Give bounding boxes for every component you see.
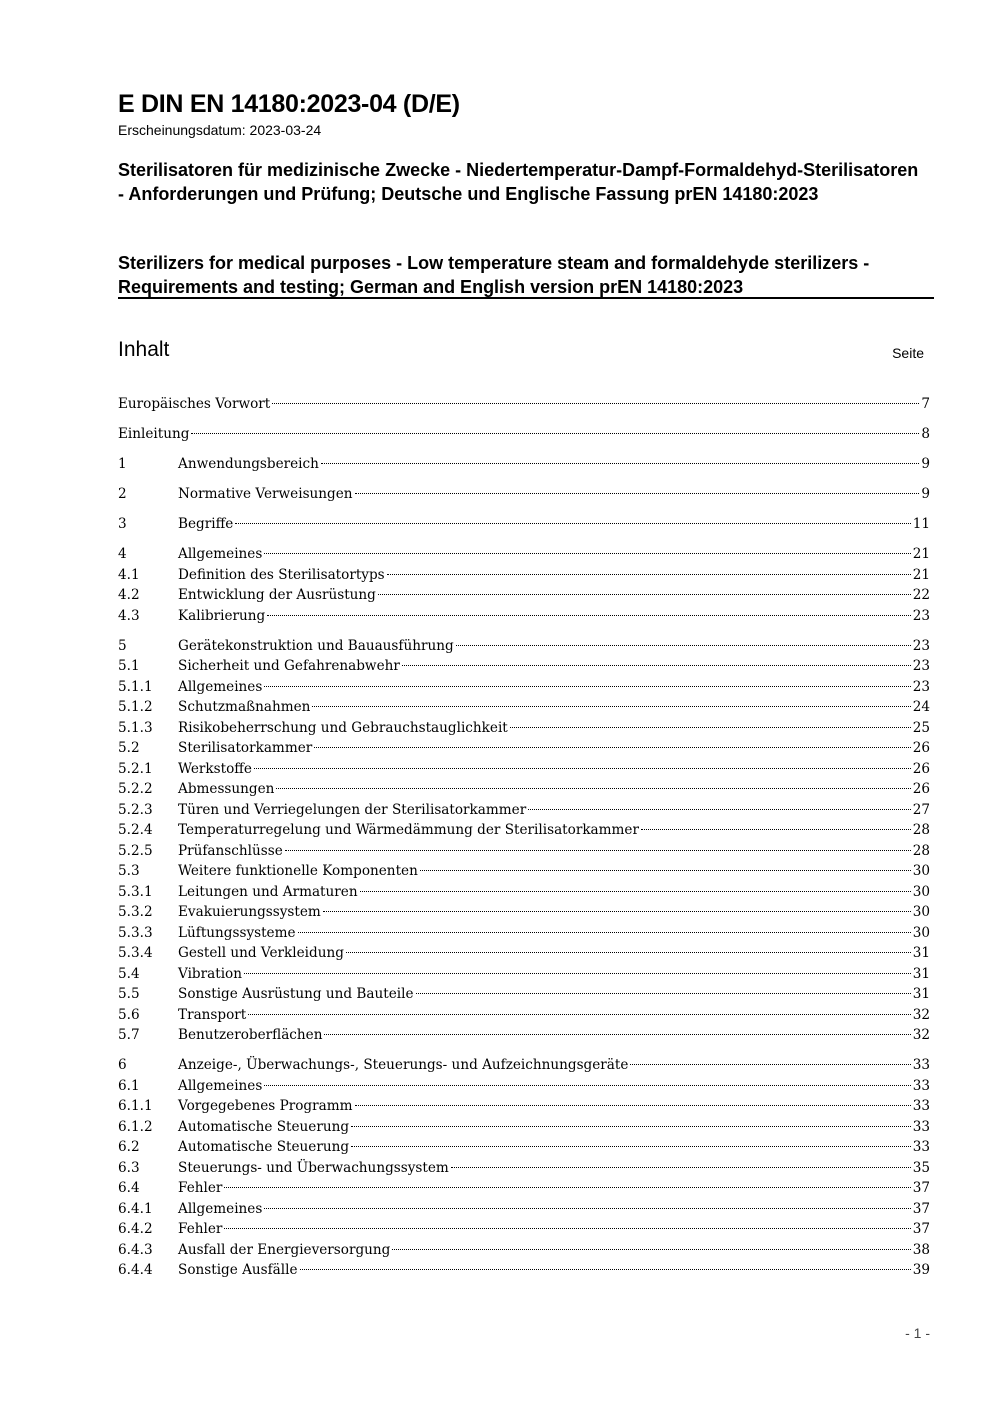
toc-entry-page: 21: [912, 546, 930, 562]
toc-entry-title: Anwendungsbereich: [178, 456, 319, 472]
toc-dot-leader: [528, 809, 910, 810]
toc-entry[interactable]: [118, 1117, 930, 1138]
toc-dot-leader: [392, 1249, 910, 1250]
toc-entry[interactable]: [118, 697, 930, 718]
toc-entry-number: 4.3: [118, 607, 140, 624]
toc-entry-title: Gerätekonstruktion und Bauausführung: [178, 637, 454, 654]
toc-entry-page: 31: [912, 965, 930, 982]
toc-entry-title: Abmessungen: [178, 781, 275, 797]
toc-entry-number: 6.1.2: [118, 1118, 153, 1135]
toc-entry-page: 38: [912, 1241, 930, 1258]
toc-entry-number: 6.2: [118, 1139, 140, 1155]
toc-entry-title: Begriffe: [178, 516, 234, 532]
toc-dot-leader: [355, 1105, 911, 1106]
toc-dot-leader: [267, 615, 910, 616]
toc-entry-title: Leitungen und Armaturen: [178, 883, 358, 900]
toc-dot-leader: [387, 574, 911, 575]
toc-entry-number: 6.4.3: [118, 1241, 153, 1258]
toc-entry-page: 33: [912, 1098, 930, 1114]
title-german: Sterilisatoren für medizinische Zwecke - Niedertemperatur-Dampf-Formaldehyd-Sterilisatoren - Anforderungen und Prüfung; Deutsche und Englische Fassung prEN 14180:2023: [118, 160, 919, 204]
table-of-contents: [118, 394, 930, 1281]
toc-entry-title: Schutzmaßnahmen: [178, 699, 311, 715]
toc-dot-leader: [264, 1208, 910, 1209]
toc-entry-page: 33: [912, 1057, 930, 1073]
toc-entry-page: 23: [912, 678, 930, 695]
toc-entry-title: Gestell und Verkleidung: [178, 945, 344, 961]
toc-entry-number: 5.6: [118, 1006, 140, 1023]
toc-entry-page: 30: [912, 863, 930, 879]
toc-entry-title: Entwicklung der Ausrüstung: [178, 587, 376, 603]
toc-entry-page: 33: [912, 1118, 930, 1135]
toc-entry[interactable]: [118, 779, 930, 800]
toc-entry-title: Allgemeines: [178, 1200, 263, 1217]
toc-dot-leader: [321, 463, 919, 464]
toc-entry-page: 37: [912, 1200, 930, 1217]
title-english: Sterilizers for medical purposes - Low temperature steam and formaldehyde sterilizers - Requirements and testing; German and English version prEN 14180:2023: [118, 253, 870, 297]
toc-dot-leader: [285, 850, 911, 851]
toc-entry[interactable]: [118, 1025, 930, 1046]
toc-entry-number: 6.4.2: [118, 1221, 153, 1237]
toc-entry-title: Temperaturregelung und Wärmedämmung der Sterilisatorkammer: [178, 822, 639, 838]
toc-dot-leader: [323, 911, 911, 912]
toc-entry[interactable]: [118, 882, 930, 903]
toc-entry-title: Fehler: [178, 1180, 223, 1196]
toc-entry-page: 9: [921, 456, 930, 472]
toc-entry-number: 5.2.1: [118, 760, 153, 777]
toc-dot-leader: [456, 645, 911, 646]
toc-entry-page: 23: [912, 607, 930, 624]
toc-entry-number: 5.2.5: [118, 842, 153, 859]
publication-date-label: Erscheinungsdatum:: [118, 122, 246, 138]
toc-entry-page: 30: [912, 924, 930, 941]
toc-entry-number: 5.3.3: [118, 924, 153, 941]
toc-entry-number: 2: [118, 486, 127, 502]
toc-entry-title: Sonstige Ausfälle: [178, 1262, 298, 1278]
toc-entry-number: 5.3.2: [118, 904, 153, 920]
toc-entry-page: 33: [912, 1139, 930, 1155]
toc-dot-leader: [254, 768, 911, 769]
toc-entry-title: Kalibrierung: [178, 607, 266, 624]
toc-entry[interactable]: [118, 902, 930, 923]
title-divider: [118, 297, 934, 299]
toc-dot-leader: [360, 891, 911, 892]
toc-entry-number: 6.4.1: [118, 1200, 153, 1217]
toc-entry[interactable]: [118, 394, 930, 415]
toc-entry-page: 30: [912, 904, 930, 920]
toc-entry-number: 6.4.4: [118, 1262, 153, 1278]
toc-entry-title: Einleitung: [118, 426, 190, 442]
toc-entry[interactable]: [118, 585, 930, 606]
toc-entry-title: Steuerungs- und Überwachungssystem: [178, 1159, 449, 1176]
toc-dot-leader: [276, 788, 910, 789]
toc-entry-page: 33: [912, 1077, 930, 1094]
toc-entry[interactable]: [118, 514, 930, 535]
toc-entry[interactable]: [118, 606, 930, 627]
toc-entry-page: 21: [912, 566, 930, 583]
toc-dot-leader: [300, 1269, 911, 1270]
toc-entry-title: Vorgegebenes Programm: [178, 1098, 353, 1114]
toc-entry-number: 3: [118, 516, 127, 532]
toc-entry-title: Vibration: [178, 965, 242, 982]
toc-entry-page: 37: [912, 1180, 930, 1196]
toc-entry-number: 5.2.2: [118, 781, 153, 797]
toc-entry-page: 37: [912, 1221, 930, 1237]
toc-entry[interactable]: [118, 1096, 930, 1117]
toc-entry[interactable]: [118, 964, 930, 985]
toc-entry[interactable]: [118, 759, 930, 780]
toc-entry-number: 5.1.3: [118, 719, 153, 736]
toc-entry-page: 23: [912, 658, 930, 674]
toc-entry-title: Evakuierungssystem: [178, 904, 321, 920]
toc-entry-title: Werkstoffe: [178, 760, 252, 777]
toc-entry[interactable]: [118, 1260, 930, 1281]
toc-entry-page: 35: [912, 1159, 930, 1176]
toc-heading: Inhalt: [118, 338, 170, 361]
toc-dot-leader: [641, 829, 911, 830]
toc-entry-number: 1: [118, 456, 127, 472]
toc-entry[interactable]: [118, 943, 930, 964]
toc-entry-title: Automatische Steuerung: [178, 1118, 350, 1135]
toc-entry[interactable]: [118, 544, 930, 565]
toc-entry-title: Ausfall der Energieversorgung: [178, 1241, 391, 1258]
toc-entry-number: 4: [118, 546, 127, 562]
toc-entry[interactable]: [118, 1240, 930, 1261]
toc-entry-page: 8: [921, 426, 930, 442]
toc-entry-title: Prüfanschlüsse: [178, 842, 283, 859]
toc-entry-number: 5.3: [118, 863, 140, 879]
toc-dot-leader: [235, 523, 910, 524]
toc-entry[interactable]: [118, 1199, 930, 1220]
toc-entry-title: Sterilisatorkammer: [178, 740, 313, 756]
toc-dot-leader: [346, 952, 911, 953]
toc-dot-leader: [312, 706, 910, 707]
toc-entry-title: Automatische Steuerung: [178, 1139, 350, 1155]
toc-entry-title: Normative Verweisungen: [178, 486, 353, 502]
toc-entry-number: 4.1: [118, 566, 140, 583]
toc-entry-page: 26: [912, 760, 930, 777]
toc-entry-number: 6.1: [118, 1077, 140, 1094]
toc-entry-number: 5.1: [118, 658, 140, 674]
toc-entry[interactable]: [118, 984, 930, 1005]
toc-entry-page: 9: [921, 486, 930, 502]
toc-entry-number: 6.1.1: [118, 1098, 153, 1114]
toc-entry-title: Sicherheit und Gefahrenabwehr: [178, 658, 400, 674]
toc-dot-leader: [264, 553, 910, 554]
toc-entry[interactable]: [118, 677, 930, 698]
toc-entry-title: Benutzeroberflächen: [178, 1027, 323, 1043]
toc-entry[interactable]: [118, 1137, 930, 1158]
toc-entry-page: 30: [912, 883, 930, 900]
toc-dot-leader: [191, 433, 919, 434]
toc-entry[interactable]: [118, 1219, 930, 1240]
toc-entry-title: Allgemeines: [178, 1077, 263, 1094]
toc-dot-leader: [402, 665, 911, 666]
toc-entry-number: 5.1.1: [118, 678, 153, 695]
toc-dot-leader: [510, 727, 911, 728]
toc-dot-leader: [298, 932, 911, 933]
toc-entry[interactable]: [118, 718, 930, 739]
toc-entry-number: 5.3.1: [118, 883, 153, 900]
toc-entry[interactable]: [118, 923, 930, 944]
toc-entry[interactable]: [118, 820, 930, 841]
toc-dot-leader: [351, 1126, 911, 1127]
toc-entry-page: 22: [912, 587, 930, 603]
toc-dot-leader: [355, 493, 920, 494]
toc-dot-leader: [244, 973, 911, 974]
toc-dot-leader: [420, 870, 911, 871]
toc-entry-page: 26: [912, 781, 930, 797]
toc-entry-number: 6.4: [118, 1180, 140, 1196]
toc-dot-leader: [224, 1228, 910, 1229]
toc-entry-title: Weitere funktionelle Komponenten: [178, 863, 418, 879]
toc-entry-title: Definition des Sterilisatortyps: [178, 566, 385, 583]
toc-dot-leader: [314, 747, 910, 748]
toc-entry[interactable]: [118, 484, 930, 505]
toc-entry-page: 24: [912, 699, 930, 715]
toc-entry-number: 6: [118, 1057, 127, 1073]
toc-entry[interactable]: [118, 861, 930, 882]
toc-entry-number: 5.1.2: [118, 699, 153, 715]
toc-entry-title: Risikobeherrschung und Gebrauchstauglichkeit: [178, 719, 508, 736]
toc-entry-title: Sonstige Ausrüstung und Bauteile: [178, 986, 414, 1002]
toc-dot-leader: [248, 1014, 910, 1015]
toc-dot-leader: [272, 403, 919, 404]
toc-entry-title: Allgemeines: [178, 546, 263, 562]
toc-dot-leader: [264, 1085, 910, 1086]
toc-entry[interactable]: [118, 1005, 930, 1026]
toc-entry-title: Allgemeines: [178, 678, 263, 695]
toc-dot-leader: [224, 1187, 910, 1188]
toc-entry-page: 23: [912, 637, 930, 654]
toc-entry[interactable]: [118, 636, 930, 657]
toc-page-column-heading: Seite: [892, 345, 924, 361]
toc-dot-leader: [451, 1167, 911, 1168]
toc-entry-page: 11: [912, 516, 930, 532]
toc-entry-page: 31: [912, 945, 930, 961]
toc-entry-number: 4.2: [118, 587, 140, 603]
toc-entry-page: 28: [912, 822, 930, 838]
toc-entry[interactable]: [118, 1158, 930, 1179]
toc-entry-page: 32: [912, 1027, 930, 1043]
toc-dot-leader: [351, 1146, 911, 1147]
toc-dot-leader: [416, 993, 911, 994]
toc-entry-page: 32: [912, 1006, 930, 1023]
toc-entry-page: 31: [912, 986, 930, 1002]
toc-entry-number: 5.2.3: [118, 801, 153, 818]
toc-entry-title: Fehler: [178, 1221, 223, 1237]
document-code: E DIN EN 14180:2023-04 (D/E): [118, 90, 460, 118]
toc-dot-leader: [630, 1064, 910, 1065]
toc-entry-page: 7: [921, 396, 930, 412]
toc-entry-page: 26: [912, 740, 930, 756]
toc-entry[interactable]: [118, 1055, 930, 1076]
toc-entry-title: Europäisches Vorwort: [118, 396, 271, 412]
toc-entry[interactable]: [118, 800, 930, 821]
toc-entry-number: 5.2.4: [118, 822, 153, 838]
toc-entry-number: 5.3.4: [118, 945, 153, 961]
toc-entry[interactable]: [118, 738, 930, 759]
toc-entry[interactable]: [118, 656, 930, 677]
toc-entry[interactable]: [118, 565, 930, 586]
toc-entry[interactable]: [118, 424, 930, 445]
toc-entry[interactable]: [118, 454, 930, 475]
toc-entry-page: 25: [912, 719, 930, 736]
toc-entry-page: 39: [912, 1262, 930, 1278]
toc-dot-leader: [378, 594, 911, 595]
toc-entry-number: 5.4: [118, 965, 140, 982]
page-number: - 1 -: [905, 1325, 930, 1341]
toc-dot-leader: [264, 686, 910, 687]
toc-entry-number: 5.5: [118, 986, 140, 1002]
publication-date-value: 2023-03-24: [249, 122, 322, 138]
toc-entry-number: 5: [118, 637, 127, 654]
toc-entry-title: Transport: [178, 1006, 247, 1023]
toc-entry-number: 5.2: [118, 740, 140, 756]
publication-date: [118, 122, 321, 138]
toc-entry-title: Türen und Verriegelungen der Sterilisatorkammer: [178, 801, 527, 818]
toc-entry-title: Anzeige-, Überwachungs-, Steuerungs- und Aufzeichnungsgeräte: [178, 1057, 629, 1073]
toc-entry[interactable]: [118, 1076, 930, 1097]
toc-entry-page: 27: [912, 801, 930, 818]
toc-entry-number: 6.3: [118, 1159, 140, 1176]
toc-entry-page: 28: [912, 842, 930, 859]
toc-entry-number: 5.7: [118, 1027, 140, 1043]
toc-entry[interactable]: [118, 841, 930, 862]
toc-entry-title: Lüftungssysteme: [178, 924, 296, 941]
toc-dot-leader: [324, 1034, 910, 1035]
toc-entry[interactable]: [118, 1178, 930, 1199]
